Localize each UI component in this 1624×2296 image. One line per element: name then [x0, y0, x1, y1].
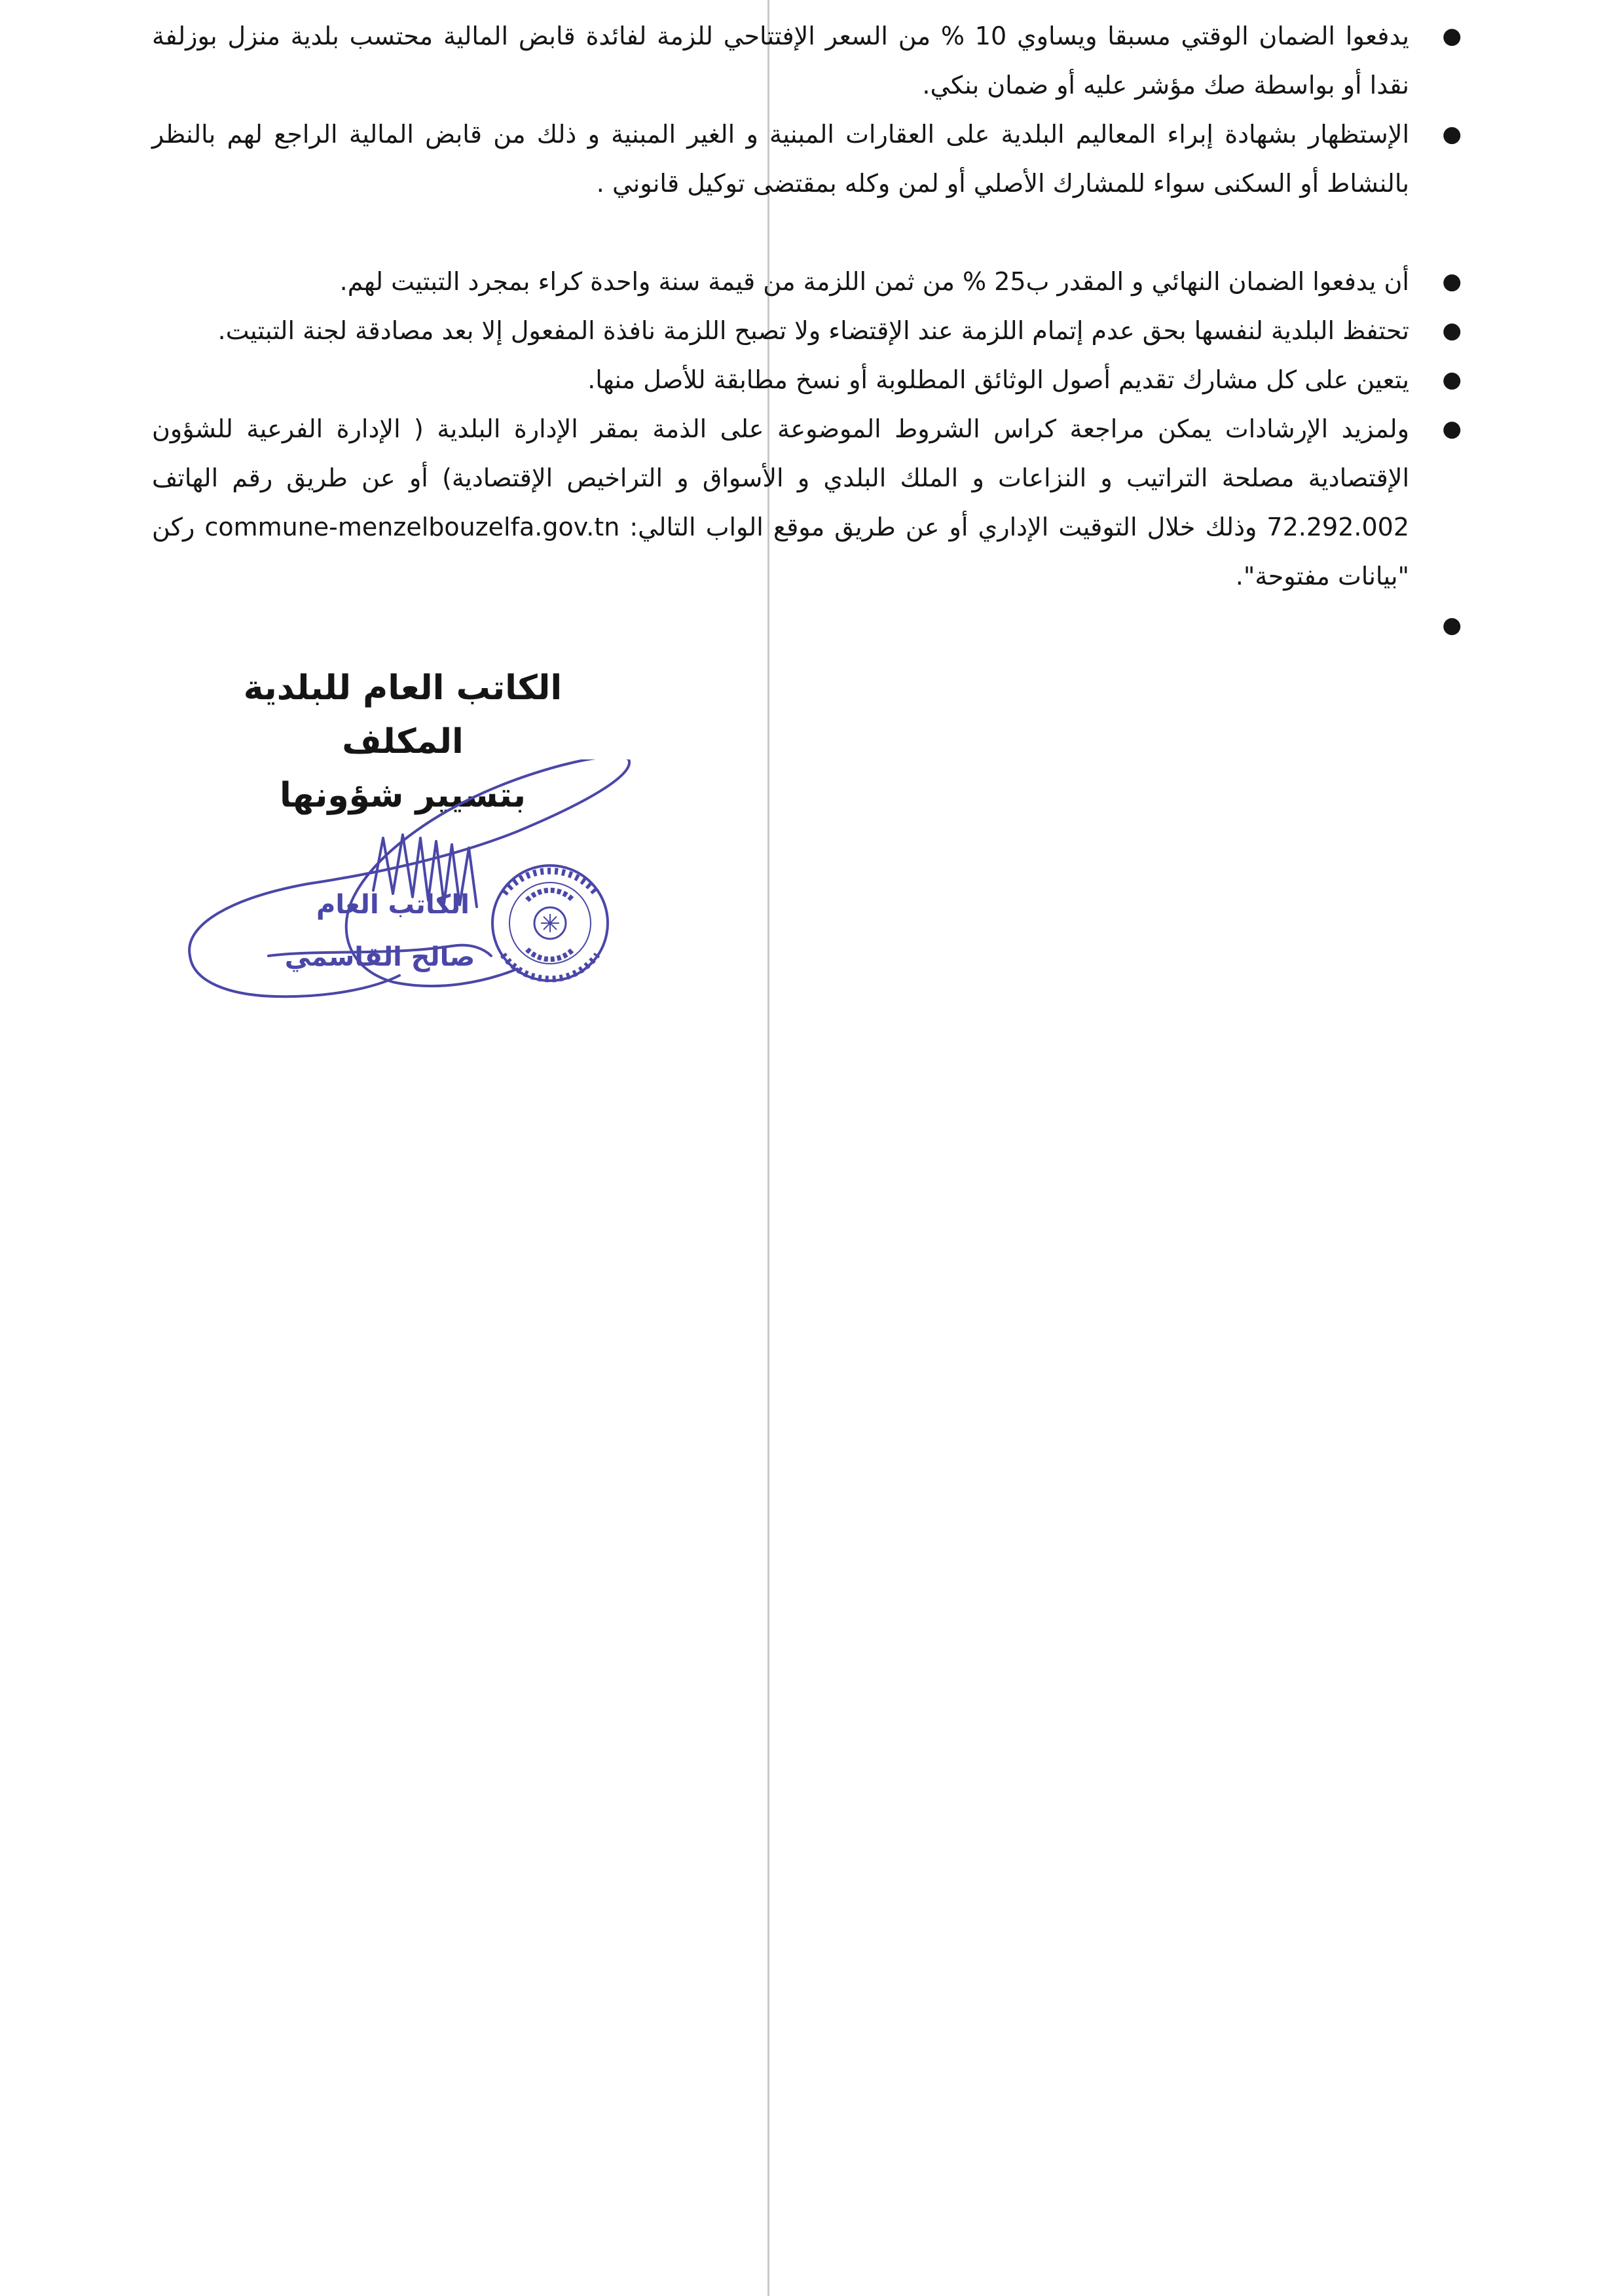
- bullet-icon: ●: [1442, 23, 1462, 49]
- list-item-original-documents: [152, 355, 1462, 405]
- signature-block: [177, 661, 648, 1028]
- list-item-municipality-rights: [152, 306, 1462, 355]
- bullet-icon: ●: [1442, 268, 1462, 295]
- signatory-title-line-2: بتسيير شؤونها: [279, 776, 526, 815]
- list-item-tax-clearance: [152, 110, 1462, 208]
- paragraph-gap: [152, 208, 1462, 257]
- list-item-text: الإستظهار بشهادة إبراء المعاليم البلدية على العقارات المبنية و الغير المبنية و ذلك من قابض المالية الراجع لهم بالنظر بالنشاط أو السكنى سواء للمشارك الأصلي أو لمن وكله بمقتضى توكيل قانوني .: [152, 120, 1409, 198]
- list-item-provisional-guarantee: [152, 12, 1462, 110]
- list-item-more-information: [152, 405, 1462, 601]
- list-item-text: يتعين على كل مشارك تقديم أصول الوثائق المطلوبة أو نسخ مطابقة للأصل منها.: [587, 365, 1409, 394]
- stamp-name-line-1: الكاتب العام: [316, 890, 470, 920]
- bullet-icon: ●: [1442, 612, 1462, 638]
- signatory-title-line-1: الكاتب العام للبلدية المكلف: [243, 668, 563, 761]
- bullet-icon: ●: [1442, 318, 1462, 344]
- list-item-final-guarantee: [152, 257, 1462, 306]
- stamp-name-line-2: صالح القاسمي: [284, 942, 475, 972]
- official-seal-icon: [492, 866, 608, 981]
- document-body: [152, 12, 1462, 638]
- list-item-text: ولمزيد الإرشادات يمكن مراجعة كراس الشروط الموضوعة على الذمة بمقر الإدارة البلدية ( الإدارة الفرعية للشؤون الإقتصادية مصلحة التراتيب و النزاعات و الملك البلدي و الأسواق و التراخيص الإقتصادية) أو عن طريق رقم الهاتف 72.292.002 وذلك خلال التوقيت الإداري أو عن طريق موقع الواب التالي: commune-menzelbouzelfa.gov.tn ركن "بيانات مفتوحة".: [152, 414, 1409, 591]
- list-item-text: أن يدفعوا الضمان النهائي و المقدر ب25 % من ثمن اللزمة من قيمة سنة واحدة كراء بمجرد التبتيت لهم.: [339, 267, 1409, 296]
- bullet-icon: ●: [1442, 121, 1462, 147]
- signature-stamp-graphic: [177, 759, 648, 1021]
- list-item-text: تحتفظ البلدية لنفسها بحق عدم إتمام اللزمة عند الإقتضاء ولا تصبح اللزمة نافذة المفعول إلا بعد مصادقة لجنة التبتيت.: [217, 316, 1409, 345]
- bullet-icon: ●: [1442, 367, 1462, 393]
- bullet-icon: ●: [1442, 416, 1462, 442]
- list-item-text: يدفعوا الضمان الوقتي مسبقا ويساوي 10 % من السعر الإفتتاحي للزمة لفائدة قابض المالية محتسب بلدية منزل بوزلفة نقدا أو بواسطة صك مؤشر عليه أو ضمان بنكي.: [152, 22, 1409, 100]
